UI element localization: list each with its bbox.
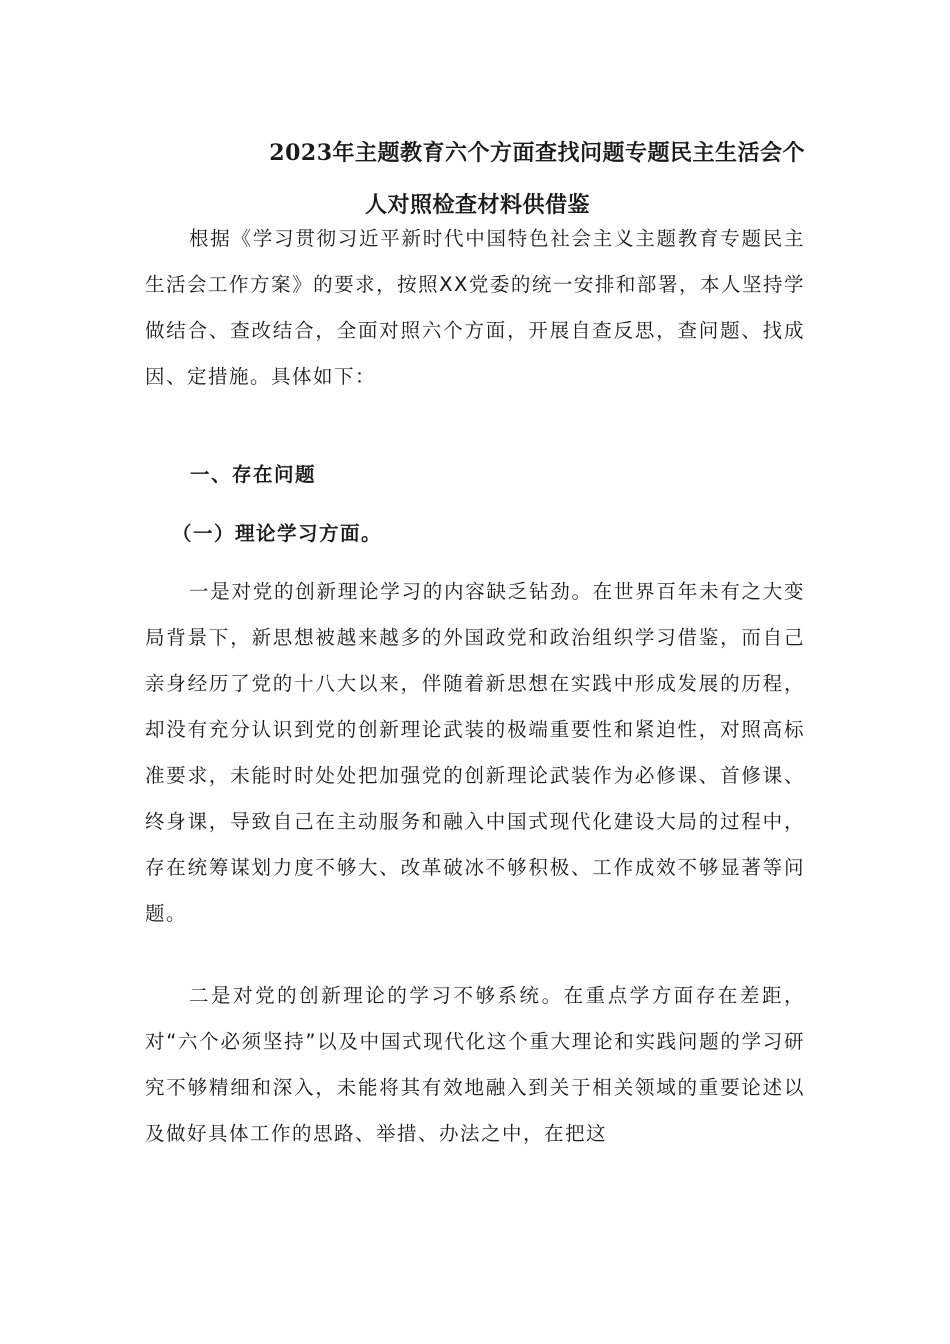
title-line-2: 人对照检查材料供借鉴 (364, 192, 590, 218)
intro-paragraph: 根据《学习贯彻习近平新时代中国特色社会主义主题教育专题民主生活会工作方案》的要求，按照XX党委的统一安排和部署，本人坚持学做结合、查改结合，全面对照六个方面，开展自查反思，查问题、找成因、定措施。具体如下： (145, 227, 805, 388)
paragraph-1: 一是对党的创新理论学习的内容缺乏钻劲。在世界百年未有之大变局背景下，新思想被越来越多的外国政党和政治组织学习借鉴，而自己亲身经历了党的十八大以来，伴随着新思想在实践中形成发展的历程，却没有充分认识到党的创新理论武装的极端重要性和紧迫性，对照高标准要求，未能时时处处把加强党的创新理论武装作为必修课、首修课、终身课，导致自己在主动服务和融入中国式现代化建设大局的过程中，存在统筹谋划力度不够大、改革破冰不够积极、工作成效不够显著等问题。 (145, 580, 805, 925)
subsection-heading: （一）理论学习方面。 (172, 522, 383, 545)
paragraph-2: 二是对党的创新理论的学习不够系统。在重点学方面存在差距，对“六个必须坚持”以及中国式现代化这个重大理论和实践问题的学习研究不够精细和深入，未能将其有效地融入到关于相关领域的重要论述以及做好具体工作的思路、举措、办法之中，在把这 (145, 984, 805, 1145)
title-line-1: 2023年主题教育六个方面查找问题专题民主生活会个 (269, 140, 805, 166)
section-heading: 一、存在问题 (190, 463, 317, 486)
